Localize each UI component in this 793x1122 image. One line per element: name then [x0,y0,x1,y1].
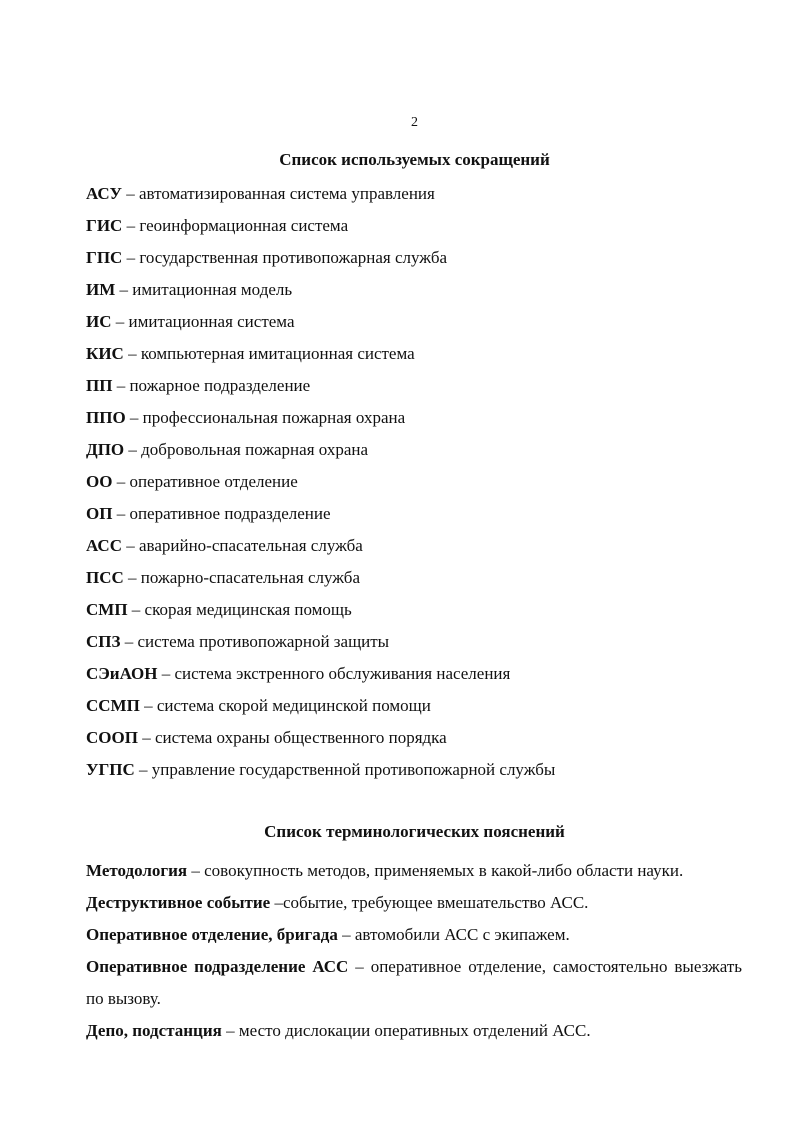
term-name: Методология [86,861,188,880]
abbreviation-term: ДПО [86,440,125,459]
abbreviation-term: СООП [86,728,138,747]
abbreviation-description: оперативное отделение [129,472,298,491]
separator: – [221,1021,239,1040]
separator: – [157,664,175,683]
separator: – [124,440,142,459]
abbreviation-description: имитационная система [128,312,295,331]
abbreviation-item [86,727,746,759]
separator: – [115,280,133,299]
abbreviation-term: ИС [86,312,112,331]
term-description: автомобили АСС с экипажем. [354,925,570,944]
abbreviation-description: автоматизированная система управления [138,184,435,203]
abbreviation-term: УГПС [86,760,135,779]
separator: – [121,184,139,203]
abbreviation-term: ГИС [86,216,123,235]
term-name: Депо, подстанция [86,1021,222,1040]
abbreviation-description: скорая медицинская помощь [144,600,352,619]
separator: – [337,925,355,944]
abbreviation-description: государственная противопожарная служба [139,248,448,267]
terms-list [86,855,742,1047]
abbreviation-item [86,215,746,247]
abbreviation-item [86,599,746,631]
abbreviation-item [86,183,746,215]
separator: – [270,893,283,912]
abbreviation-description: аварийно-спасательная служба [138,536,363,555]
terms-heading: Список терминологических пояснений [264,822,565,841]
abbreviation-item [86,279,746,311]
abbreviation-description: добровольная пожарная охрана [141,440,369,459]
abbreviation-description: имитационная модель [132,280,293,299]
abbreviation-term: ППО [86,408,126,427]
abbreviation-item [86,375,746,407]
term-name: Оперативное отделение, бригада [86,925,338,944]
abbreviation-term: СМП [86,600,128,619]
abbreviation-item [86,567,746,599]
separator: – [111,312,129,331]
abbreviation-term: ПП [86,376,113,395]
term-name: Оперативное подразделение АСС [86,957,349,976]
term-item [86,1015,742,1047]
abbreviation-item [86,439,746,471]
term-name: Деструктивное событие [86,893,271,912]
abbreviation-term: ПСС [86,568,124,587]
separator: – [123,568,141,587]
separator: – [123,344,141,363]
abbreviation-term: СПЗ [86,632,121,651]
abbreviation-description: геоинформационная система [139,216,349,235]
abbreviation-item [86,663,746,695]
abbreviation-description: пожарно-спасательная служба [140,568,360,587]
abbreviation-description: система скорой медицинской помощи [156,696,431,715]
separator: – [127,600,145,619]
term-item [86,919,742,951]
abbreviation-description: система охраны общественного порядка [154,728,447,747]
abbreviation-item [86,247,746,279]
abbreviation-description: система экстренного обслуживания населения [174,664,511,683]
abbreviation-description: профессиональная пожарная охрана [142,408,406,427]
abbreviations-heading: Список используемых сокращений [279,150,550,169]
abbreviation-term: ОП [86,504,113,523]
term-description: место дислокации оперативных отделений АСС. [238,1021,591,1040]
separator: – [112,472,130,491]
separator: – [122,248,140,267]
abbreviation-description: управление государственной противопожарной службы [151,760,556,779]
abbreviation-term: КИС [86,344,124,363]
abbreviation-term: АСС [86,536,122,555]
abbreviation-item [86,503,746,535]
separator: – [122,216,140,235]
term-description: совокупность методов, применяемых в какой-либо области науки. [204,861,684,880]
abbreviation-item [86,311,746,343]
separator: – [187,861,205,880]
separator: – [137,728,155,747]
abbreviation-term: ОО [86,472,113,491]
separator: – [121,536,139,555]
abbreviation-item [86,343,746,375]
page-number: 2 [411,115,418,130]
separator: – [112,504,130,523]
separator: – [134,760,152,779]
term-item [86,951,742,1015]
separator: – [139,696,157,715]
abbreviation-item [86,695,746,727]
abbreviation-term: ССМП [86,696,140,715]
abbreviation-term: АСУ [86,184,122,203]
abbreviation-item [86,759,746,791]
abbreviations-list [86,183,746,791]
abbreviation-term: ИМ [86,280,116,299]
abbreviation-item [86,535,746,567]
separator: – [120,632,138,651]
term-item [86,887,742,919]
separator: – [125,408,143,427]
abbreviation-term: ГПС [86,248,123,267]
abbreviation-item [86,631,746,663]
term-description: событие, требующее вмешательство АСС. [282,893,589,912]
term-item [86,855,742,887]
abbreviation-description: оперативное подразделение [129,504,331,523]
abbreviation-item [86,471,746,503]
abbreviation-item [86,407,746,439]
separator: – [348,957,371,976]
abbreviation-description: компьютерная имитационная система [140,344,415,363]
abbreviation-term: СЭиАОН [86,664,158,683]
abbreviation-description: пожарное подразделение [129,376,311,395]
abbreviation-description: система противопожарной защиты [137,632,390,651]
separator: – [112,376,130,395]
term-description: оперативное отделение, самостоятельно выезжать по вызову. [86,957,743,1008]
